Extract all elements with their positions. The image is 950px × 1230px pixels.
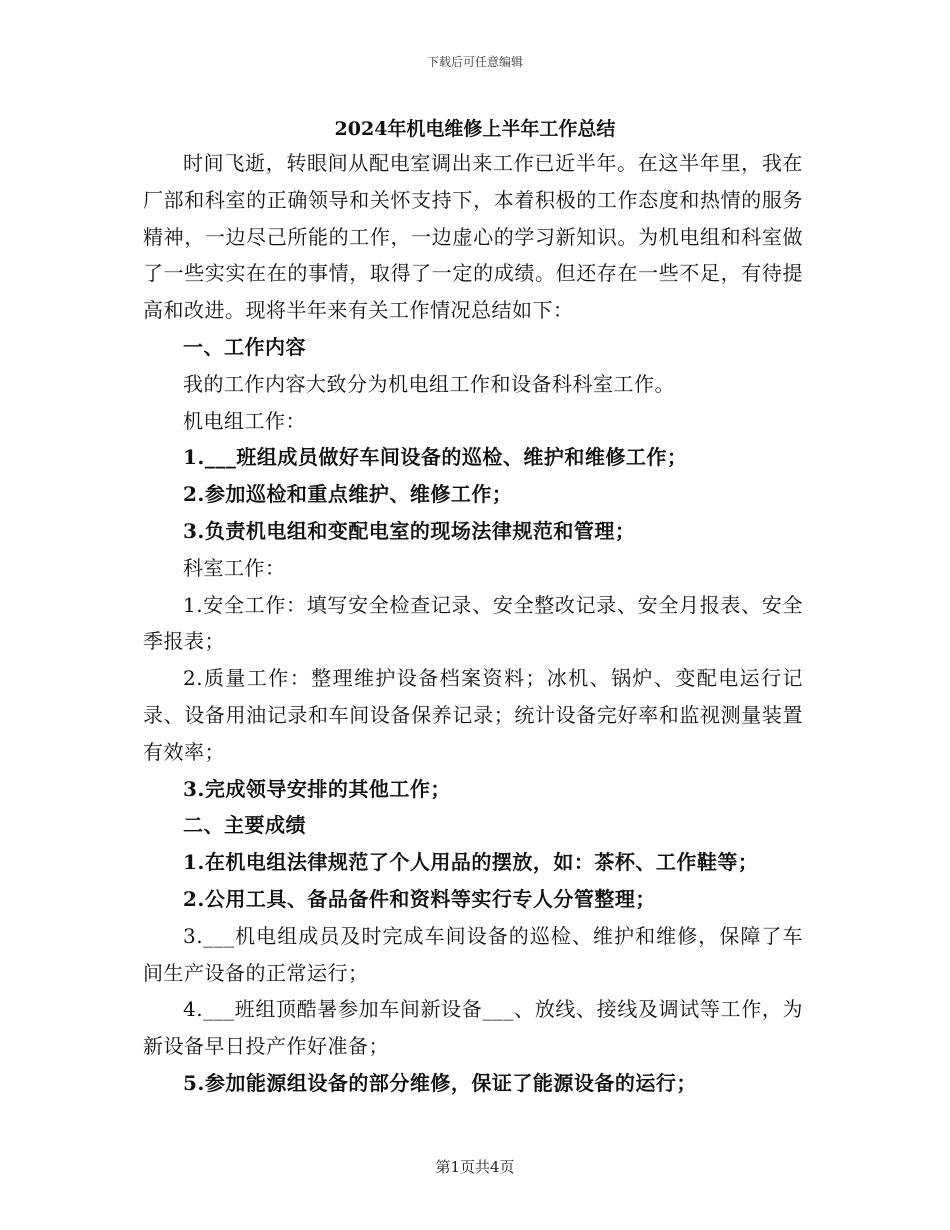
list-item-office-3: 3.完成领导安排的其他工作； [183,776,451,801]
list-item-achievement-3: 3.___机电组成员及时完成车间设备的巡检、维护和维修，保障了车间生产设备的正常运行； [143,923,803,985]
document-body [143,145,803,1102]
list-item-office-2: 2.质量工作：整理维护设备档案资料；冰机、锅炉、变配电运行记录、设备用油记录和车间设备保养记录；统计设备完好率和监视测量装置有效率； [143,666,803,764]
list-item-achievement-1: 1.在机电组法律规范了个人用品的摆放，如：茶杯、工作鞋等； [183,850,759,875]
list-item-achievement-4: 4.___班组顶酷暑参加车间新设备___、放线、接线及调试等工作，为新设备早日投产作好准备； [143,997,803,1059]
list-item-office-1: 1.安全工作：填写安全检查记录、安全整改记录、安全月报表、安全季报表； [143,592,803,654]
section-heading-achievements: 二、主要成绩 [183,813,306,838]
list-item-group-2: 2.参加巡检和重点维护、维修工作； [183,482,513,507]
list-item-achievement-5: 5.参加能源组设备的部分维修，保证了能源设备的运行； [183,1070,697,1095]
paragraph-intro: 时间飞逝，转眼间从配电室调出来工作已近半年。在这半年里，我在厂部和科室的正确领导和关怀支持下，本着积极的工作态度和热情的服务精神，一边尽己所能的工作，一边虚心的学习新知识。为机电组和科室做了一些实实在在的事情，取得了一定的成绩。但还存在一些不足，有待提高和改进。现将半年来有关工作情况总结如下： [143,151,803,323]
document-title: 2024年机电维修上半年工作总结 [334,118,616,140]
list-item-group-3: 3.负责机电组和变配电室的现场法律规范和管理； [183,518,636,543]
subheading-electromech-group: 机电组工作： [183,408,306,433]
page-number-footer: 第1页共4页 [435,1158,515,1176]
section-heading-work-content: 一、工作内容 [183,334,306,359]
paragraph-work-scope: 我的工作内容大致分为机电组工作和设备科科室工作。 [183,371,675,396]
subheading-office-work: 科室工作： [183,555,286,580]
list-item-achievement-2: 2.公用工具、备品备件和资料等实行专人分管整理； [183,886,656,911]
header-note: 下载后可任意编辑 [426,55,523,69]
list-item-group-1: 1.___班组成员做好车间设备的巡检、维护和维修工作； [183,445,688,470]
